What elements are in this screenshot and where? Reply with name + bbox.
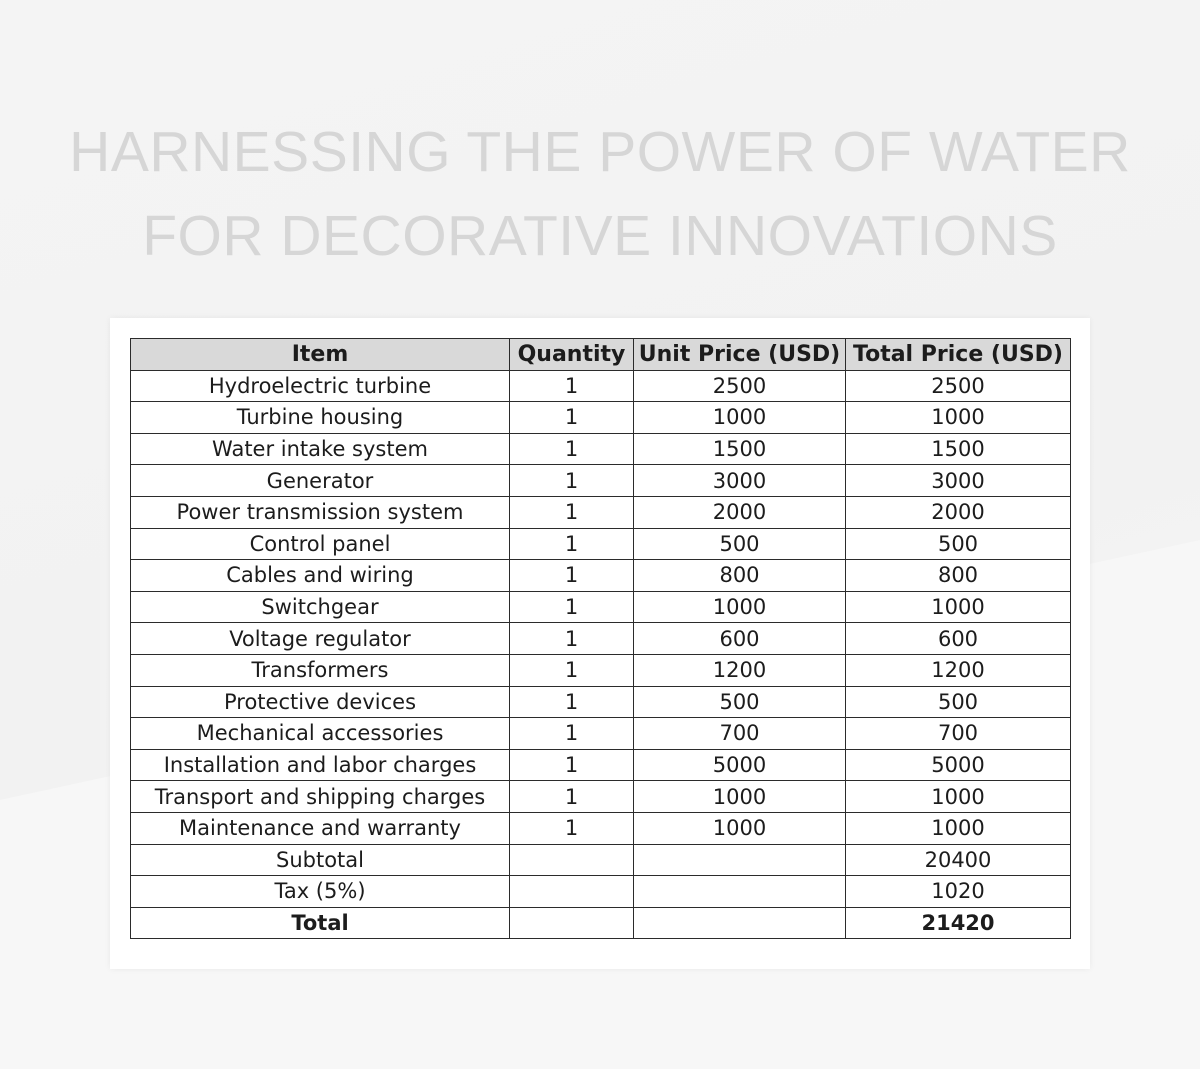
cell-quantity: 1 (510, 781, 634, 813)
cell-item: Power transmission system (131, 496, 510, 528)
cell-item: Voltage regulator (131, 623, 510, 655)
cell-quantity: 1 (510, 623, 634, 655)
table-row (131, 465, 1071, 497)
cell-item: Cables and wiring (131, 560, 510, 592)
cell-quantity: 1 (510, 718, 634, 750)
cell-total-price: 600 (846, 623, 1071, 655)
table-row (131, 591, 1071, 623)
cell-unit-price: 5000 (634, 749, 846, 781)
spreadsheet-card (110, 318, 1090, 969)
table-row (131, 623, 1071, 655)
cell-quantity: 1 (510, 560, 634, 592)
table-row (131, 686, 1071, 718)
cell-item: Switchgear (131, 591, 510, 623)
table-row (131, 433, 1071, 465)
table-row (131, 560, 1071, 592)
cell-unit-price: 2500 (634, 370, 846, 402)
cell-unit-price: 500 (634, 528, 846, 560)
cell-quantity: 1 (510, 496, 634, 528)
table-row (131, 781, 1071, 813)
table-row (131, 370, 1071, 402)
header-total-price: Total Price (USD) (846, 339, 1071, 371)
cell-quantity: 1 (510, 402, 634, 434)
cell-total-price: 700 (846, 718, 1071, 750)
table-row (131, 402, 1071, 434)
cell-total-price: 500 (846, 528, 1071, 560)
cell-item: Protective devices (131, 686, 510, 718)
cell-total-price: 1200 (846, 654, 1071, 686)
cell-quantity: 1 (510, 686, 634, 718)
header-item: Item (131, 339, 510, 371)
cell-item: Maintenance and warranty (131, 812, 510, 844)
cell-total-price: 2000 (846, 496, 1071, 528)
cell-unit-price: 1200 (634, 654, 846, 686)
table-body (131, 370, 1071, 939)
cell-total-price: 1000 (846, 591, 1071, 623)
cell-item: Transport and shipping charges (131, 781, 510, 813)
table-row (131, 749, 1071, 781)
cell-quantity: 1 (510, 812, 634, 844)
page-title-line-2: FOR DECORATIVE INNOVATIONS (142, 204, 1058, 268)
cell-quantity: 1 (510, 528, 634, 560)
table-row (131, 654, 1071, 686)
cell-unit-price: 600 (634, 623, 846, 655)
cell-total-price: 3000 (846, 465, 1071, 497)
empty-cell (634, 844, 846, 876)
table-row (131, 528, 1071, 560)
cell-total-price: 1000 (846, 402, 1071, 434)
tax-row (131, 876, 1071, 908)
cell-total-price: 5000 (846, 749, 1071, 781)
cell-total-price: 800 (846, 560, 1071, 592)
cell-item: Water intake system (131, 433, 510, 465)
subtotal-row-value: 20400 (846, 844, 1071, 876)
cell-quantity: 1 (510, 433, 634, 465)
cell-item: Turbine housing (131, 402, 510, 434)
empty-cell (510, 876, 634, 908)
subtotal-row-label: Subtotal (131, 844, 510, 876)
empty-cell (634, 876, 846, 908)
cell-item: Generator (131, 465, 510, 497)
cell-quantity: 1 (510, 654, 634, 686)
cell-quantity: 1 (510, 591, 634, 623)
empty-cell (510, 844, 634, 876)
cell-total-price: 1000 (846, 812, 1071, 844)
cell-unit-price: 2000 (634, 496, 846, 528)
cell-unit-price: 500 (634, 686, 846, 718)
tax-row-label: Tax (5%) (131, 876, 510, 908)
cell-quantity: 1 (510, 370, 634, 402)
page-title-line-1: HARNESSING THE POWER OF WATER (69, 120, 1131, 184)
cell-unit-price: 700 (634, 718, 846, 750)
cell-item: Control panel (131, 528, 510, 560)
cost-table (130, 338, 1071, 939)
cell-unit-price: 1000 (634, 402, 846, 434)
cell-total-price: 1500 (846, 433, 1071, 465)
table-header-row (131, 339, 1071, 371)
cell-unit-price: 800 (634, 560, 846, 592)
cell-total-price: 2500 (846, 370, 1071, 402)
cell-unit-price: 1000 (634, 591, 846, 623)
total-row-label: Total (131, 907, 510, 939)
tax-row-value: 1020 (846, 876, 1071, 908)
page-title (0, 110, 1200, 278)
table-row (131, 718, 1071, 750)
cell-total-price: 1000 (846, 781, 1071, 813)
cell-unit-price: 1000 (634, 781, 846, 813)
subtotal-row (131, 844, 1071, 876)
empty-cell (510, 907, 634, 939)
cell-item: Transformers (131, 654, 510, 686)
cell-item: Installation and labor charges (131, 749, 510, 781)
cell-unit-price: 3000 (634, 465, 846, 497)
total-row (131, 907, 1071, 939)
header-unit-price: Unit Price (USD) (634, 339, 846, 371)
table-row (131, 496, 1071, 528)
cell-item: Mechanical accessories (131, 718, 510, 750)
cell-item: Hydroelectric turbine (131, 370, 510, 402)
table-row (131, 812, 1071, 844)
cell-total-price: 500 (846, 686, 1071, 718)
total-row-value: 21420 (846, 907, 1071, 939)
cell-unit-price: 1500 (634, 433, 846, 465)
cell-quantity: 1 (510, 749, 634, 781)
cell-quantity: 1 (510, 465, 634, 497)
cell-unit-price: 1000 (634, 812, 846, 844)
header-quantity: Quantity (510, 339, 634, 371)
empty-cell (634, 907, 846, 939)
